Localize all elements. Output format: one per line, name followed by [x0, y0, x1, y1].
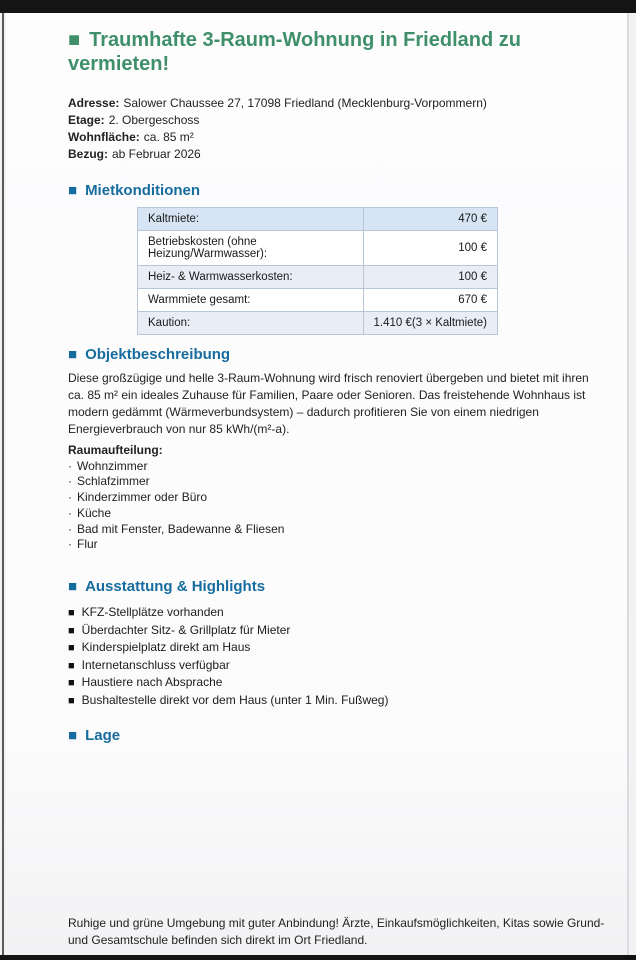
room-layout-block: [68, 443, 605, 553]
page-right-edge: [627, 13, 629, 955]
table-row-heizkosten: [138, 266, 498, 289]
dot-bullet-icon: ·: [68, 521, 72, 536]
rent-label: Heiz- & Warmwasserkosten:: [138, 266, 364, 289]
section-marker-icon: ■: [68, 578, 78, 595]
rent-value: 470 €: [363, 208, 497, 231]
rent-label: Kaution:: [138, 312, 364, 335]
section-marker-icon: ■: [68, 346, 78, 363]
section-heading-text: Mietkonditionen: [85, 182, 201, 199]
rent-label: Betriebskosten (ohne Heizung/Warmwasser):: [138, 231, 364, 266]
table-row-kaltmiete: [138, 208, 498, 231]
detail-value: 2. Obergeschoss: [108, 113, 200, 127]
list-item-feature: [68, 692, 605, 710]
detail-value: ca. 85 m²: [143, 130, 194, 144]
listing-page: [6, 13, 627, 955]
table-row-betriebskosten: [138, 231, 498, 266]
section-marker-icon: ■: [68, 182, 78, 199]
list-item-room: [68, 522, 605, 538]
feature-text: KFZ-Stellplätze vorhanden: [81, 605, 224, 619]
list-item-room: [68, 459, 605, 475]
dot-bullet-icon: ·: [68, 490, 72, 505]
bottom-black-bar: [0, 955, 636, 960]
detail-label: Bezug:: [68, 147, 108, 161]
feature-text: Überdachter Sitz- & Grillplatz für Mieter: [81, 622, 291, 637]
room-text: Bad mit Fenster, Badewanne & Fliesen: [77, 521, 285, 536]
square-bullet-icon: ■: [68, 624, 75, 637]
top-black-bar: [0, 0, 636, 13]
features-list: [68, 604, 605, 709]
dot-bullet-icon: ·: [68, 537, 72, 552]
square-bullet-icon: ■: [68, 642, 75, 654]
section-marker-icon: ■: [68, 727, 78, 744]
section-heading-mietkonditionen: [68, 182, 200, 200]
room-layout-label: Raumaufteilung:: [68, 443, 163, 457]
rent-value: 100 €: [363, 266, 497, 289]
feature-text: Haustiere nach Absprache: [81, 675, 223, 689]
square-bullet-icon: ■: [68, 677, 75, 689]
listing-details: [68, 95, 603, 163]
room-text: Flur: [77, 537, 98, 552]
dot-bullet-icon: ·: [68, 474, 72, 489]
square-bullet-icon: ■: [68, 607, 75, 619]
list-item-room: [68, 537, 605, 553]
page-title: [68, 28, 608, 76]
room-text: Wohnzimmer: [77, 458, 148, 473]
dot-bullet-icon: ·: [68, 505, 72, 520]
rent-value: 670 €: [363, 289, 497, 312]
section-heading-ausstattung: [68, 578, 265, 596]
list-item-feature: [68, 622, 605, 640]
list-item-room: [68, 490, 605, 506]
room-text: Schlafzimmer: [77, 474, 150, 489]
detail-line-adresse: [68, 95, 603, 112]
rent-conditions-table: [137, 207, 498, 335]
feature-text: Bushaltestelle direkt vor dem Haus (unter 1 Min. Fußweg): [81, 692, 389, 707]
table-row-kaution: [138, 312, 498, 335]
list-item-feature: [68, 674, 605, 692]
square-bullet-icon: ■: [68, 659, 75, 672]
detail-label: Wohnfläche:: [68, 130, 140, 144]
room-text: Küche: [77, 505, 112, 520]
list-item-room: [68, 506, 605, 522]
detail-line-etage: [68, 112, 603, 129]
detail-line-wohnflaeche: [68, 129, 603, 146]
table-row-warmmiete: [138, 289, 498, 312]
feature-text: Kinderspielplatz direkt am Haus: [81, 640, 251, 654]
title-marker-icon: ■: [68, 29, 81, 51]
dot-bullet-icon: ·: [68, 458, 72, 473]
detail-value: Salower Chaussee 27, 17098 Friedland (Mecklenburg-Vorpommern): [123, 96, 487, 110]
detail-label: Adresse:: [68, 96, 120, 110]
list-item-feature: [68, 639, 605, 657]
detail-value: ab Februar 2026: [112, 147, 201, 161]
page-left-edge: [2, 13, 4, 955]
section-heading-text: Lage: [85, 727, 121, 744]
list-item-room: [68, 474, 605, 490]
section-heading-objektbeschreibung: [68, 346, 230, 364]
rent-value: 100 €: [363, 231, 497, 266]
room-text: Kinderzimmer oder Büro: [77, 490, 208, 505]
section-heading-text: Ausstattung & Highlights: [85, 578, 266, 595]
section-heading-text: Objektbeschreibung: [85, 346, 231, 363]
section-heading-lage: [68, 727, 120, 745]
list-item-feature: [68, 657, 605, 675]
rent-label: Warmmiete gesamt:: [138, 289, 364, 312]
rent-value: 1.410 €(3 × Kaltmiete): [363, 312, 497, 335]
square-bullet-icon: ■: [68, 694, 75, 707]
detail-line-bezug: [68, 146, 603, 163]
detail-label: Etage:: [68, 113, 105, 127]
list-item-feature: [68, 604, 605, 622]
page-title-text: Traumhafte 3-Raum-Wohnung in Friedland zu vermieten!: [68, 29, 521, 75]
location-paragraph: Ruhige und grüne Umgebung mit guter Anbindung! Ärzte, Einkaufsmöglichkeiten, Kitas sowie Grund- und Gesamtschule befinden sich direkt im Ort Friedland.: [68, 916, 605, 947]
rent-label: Kaltmiete:: [138, 208, 364, 231]
description-paragraph: Diese großzügige und helle 3-Raum-Wohnung wird frisch renoviert übergeben und bietet mit ihren ca. 85 m² ein ideales Zuhause für Familien, Paare oder Senioren. Das freistehende Wohnhaus ist modern gedämmt (Wärmeverbundsystem) – dadurch profitieren Sie von einem niedrigen Energieverbrauch von nur 85 kWh/(m²-a).: [68, 371, 589, 436]
feature-text: Internetanschluss verfügbar: [81, 657, 230, 672]
